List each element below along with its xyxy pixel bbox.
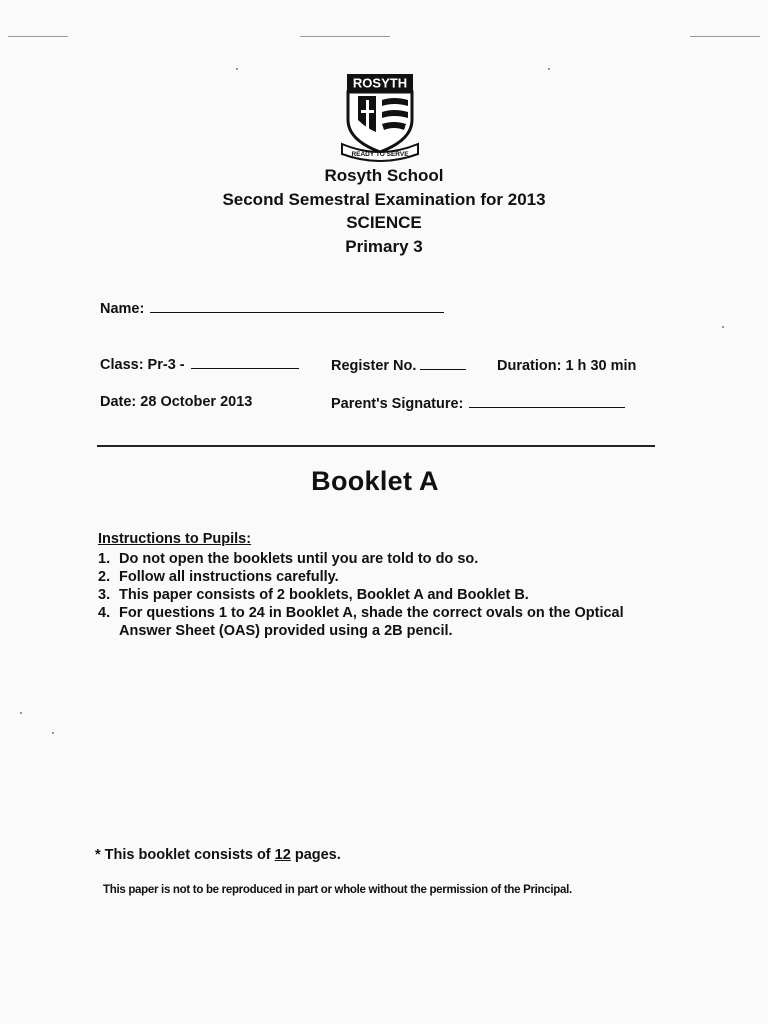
instruction-text: Do not open the booklets until you are told to do so. <box>119 551 479 567</box>
scan-noise <box>8 36 68 37</box>
crest-motto-text: READY TO SERVE <box>351 151 409 158</box>
subject-title: SCIENCE <box>346 213 422 232</box>
booklet-title: Booklet A <box>311 466 439 496</box>
page-count-prefix: * This booklet consists of <box>95 847 275 863</box>
page-count-note <box>95 847 341 863</box>
instructions-heading: Instructions to Pupils: <box>98 531 252 547</box>
name-label: Name: <box>100 301 145 317</box>
class-field <box>100 357 299 373</box>
level-title: Primary 3 <box>345 237 423 256</box>
instructions-list <box>98 550 658 640</box>
copyright-notice: This paper is not to be reproduced in part or whole without the permission of the Principal. <box>103 884 572 896</box>
header-divider <box>97 445 655 447</box>
instruction-text: Follow all instructions carefully. <box>119 569 339 585</box>
instruction-item <box>98 604 658 640</box>
instruction-number: 3. <box>98 587 111 603</box>
duration-text: Duration: 1 h 30 min <box>497 358 637 374</box>
class-label: Class: Pr-3 - <box>100 357 185 373</box>
signature-field <box>331 396 625 412</box>
exam-title: Second Semestral Examination for 2013 <box>222 190 546 209</box>
register-label: Register No. <box>331 358 417 374</box>
name-input-line[interactable] <box>150 311 444 313</box>
register-input-line[interactable] <box>420 368 466 370</box>
name-field <box>100 301 444 317</box>
signature-label: Parent's Signature: <box>331 396 464 412</box>
school-crest-icon <box>338 72 422 162</box>
signature-input-line[interactable] <box>469 406 625 408</box>
crest-banner-text: ROSYTH <box>352 75 408 91</box>
instruction-item <box>98 550 658 568</box>
instruction-number: 4. <box>98 605 111 621</box>
scan-speck <box>236 68 238 70</box>
class-input-line[interactable] <box>191 367 299 369</box>
instruction-text: For questions 1 to 24 in Booklet A, shade the correct ovals on the Optical Answer Sheet (OAS) provided using a 2B pencil. <box>119 605 624 639</box>
instruction-text: This paper consists of 2 booklets, Booklet A and Booklet B. <box>119 587 529 603</box>
scan-speck <box>722 326 724 328</box>
register-field <box>331 358 466 374</box>
scan-speck <box>548 68 550 70</box>
scan-noise <box>690 36 760 37</box>
instruction-item <box>98 568 658 586</box>
scan-noise <box>300 36 390 37</box>
instruction-number: 1. <box>98 551 111 567</box>
date-text: Date: 28 October 2013 <box>100 394 253 410</box>
page-count-suffix: pages. <box>290 847 341 863</box>
instruction-number: 2. <box>98 569 111 585</box>
page-count-value: 12 <box>274 847 291 863</box>
scan-speck <box>52 732 54 734</box>
instruction-item <box>98 586 658 604</box>
school-name: Rosyth School <box>324 166 444 185</box>
scan-speck <box>20 712 22 714</box>
